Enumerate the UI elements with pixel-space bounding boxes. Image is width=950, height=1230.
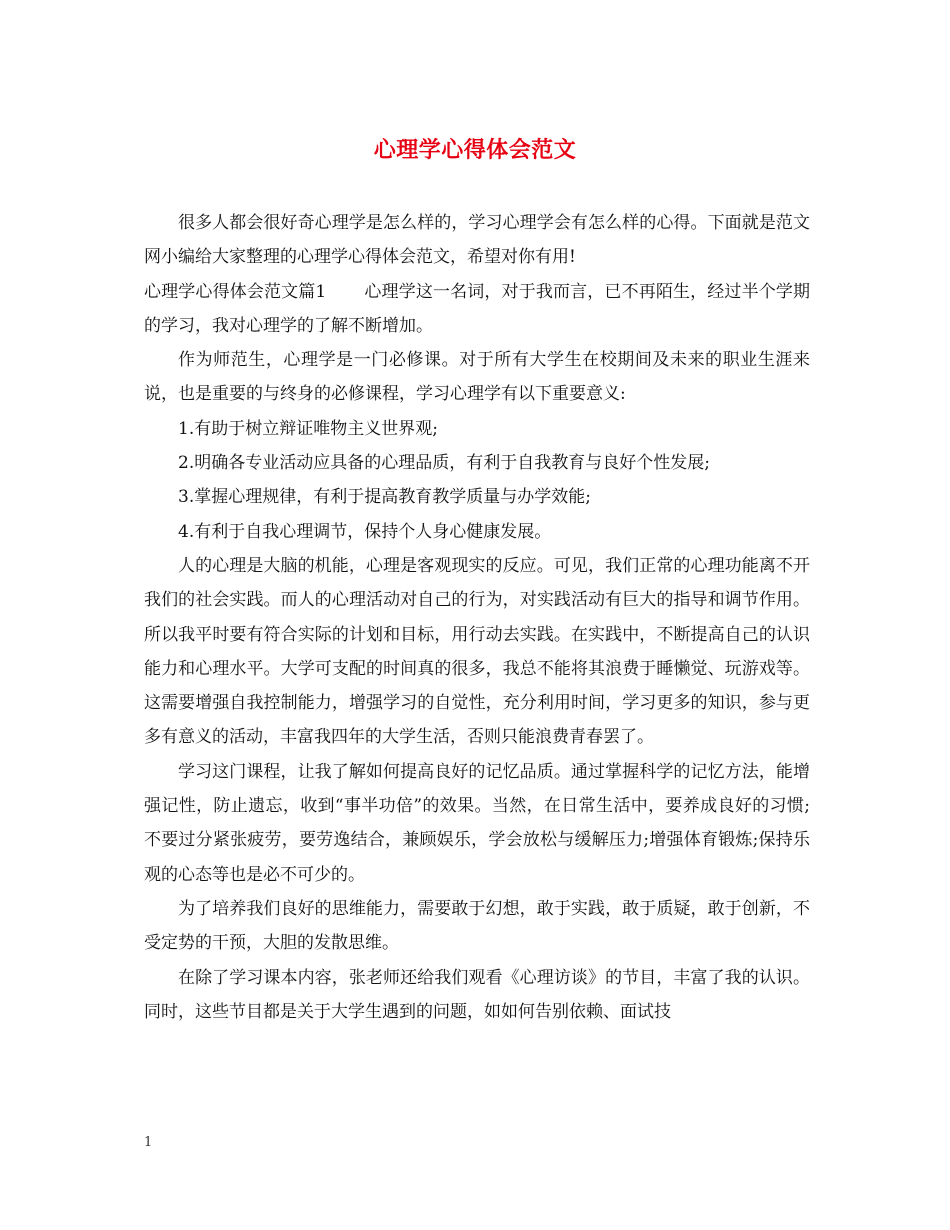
document-body [144,206,810,1029]
body-paragraph: 人的心理是大脑的机能，心理是客观现实的反应。可见，我们正常的心理功能离不开我们的社会实践。而人的心理活动对自己的行为，对实践活动有巨大的指导和调节作用。所以我平时要有符合实际的计划和目标，用行动去实践。在实践中，不断提高自己的认识能力和心理水平。大学可支配的时间真的很多，我总不能将其浪费于睡懒觉、玩游戏等。这需要增强自我控制能力，增强学习的自觉性，充分利用时间，学习更多的知识，参与更多有意义的活动，丰富我四年的大学生活，否则只能浪费青春罢了。 [144,555,810,748]
body-paragraph: 作为师范生，心理学是一门必修课。对于所有大学生在校期间及未来的职业生涯来说，也是重要的与终身的必修课程，学习心理学有以下重要意义: [144,350,810,405]
body-paragraph: 为了培养我们良好的思维能力，需要敢于幻想，敢于实践，敢于质疑，敢于创新，不受定势的干预，大胆的发散思维。 [144,898,810,954]
section-heading: 心理学心得体会范文篇1 [144,281,327,302]
intro-paragraph: 很多人都会很好奇心理学是怎么样的，学习心理学会有怎么样的心得。下面就是范文网小编给大家整理的心理学心得体会范文，希望对你有用! [144,213,810,268]
list-item: 1.有助于树立辩证唯物主义世界观; [178,418,438,439]
list-item: 3.掌握心理规律，有利于提高教育教学质量与办学效能; [178,487,591,508]
list-item: 2.明确各专业活动应具备的心理品质，有利于自我教育与良好个性发展; [178,453,710,474]
body-paragraph: 学习这门课程，让我了解如何提高良好的记忆品质。通过掌握科学的记忆方法，能增强记性，防止遗忘，收到“事半功倍”的效果。当然，在日常生活中，要养成良好的习惯;不要过分紧张疲劳，要劳逸结合，兼顾娱乐，学会放松与缓解压力;增强体育锻炼;保持乐观的心态等也是必不可少的。 [144,761,810,885]
body-paragraph: 在除了学习课本内容，张老师还给我们观看《心理访谈》的节目，丰富了我的认识。同时，这些节目都是关于大学生遇到的问题，如如何告别依赖、面试技 [144,967,810,1022]
section-first-paragraph [144,275,810,344]
list-item: 4.有利于自我心理调节，保持个人身心健康发展。 [178,521,552,542]
document-title: 心理学心得体会范文 [373,137,577,163]
section-text: 心理学这一名词，对于我而言，已不再陌生，经过半个学期的学习，我对心理学的了解不断增加。 [144,281,810,336]
page-number: 1 [144,1135,153,1150]
